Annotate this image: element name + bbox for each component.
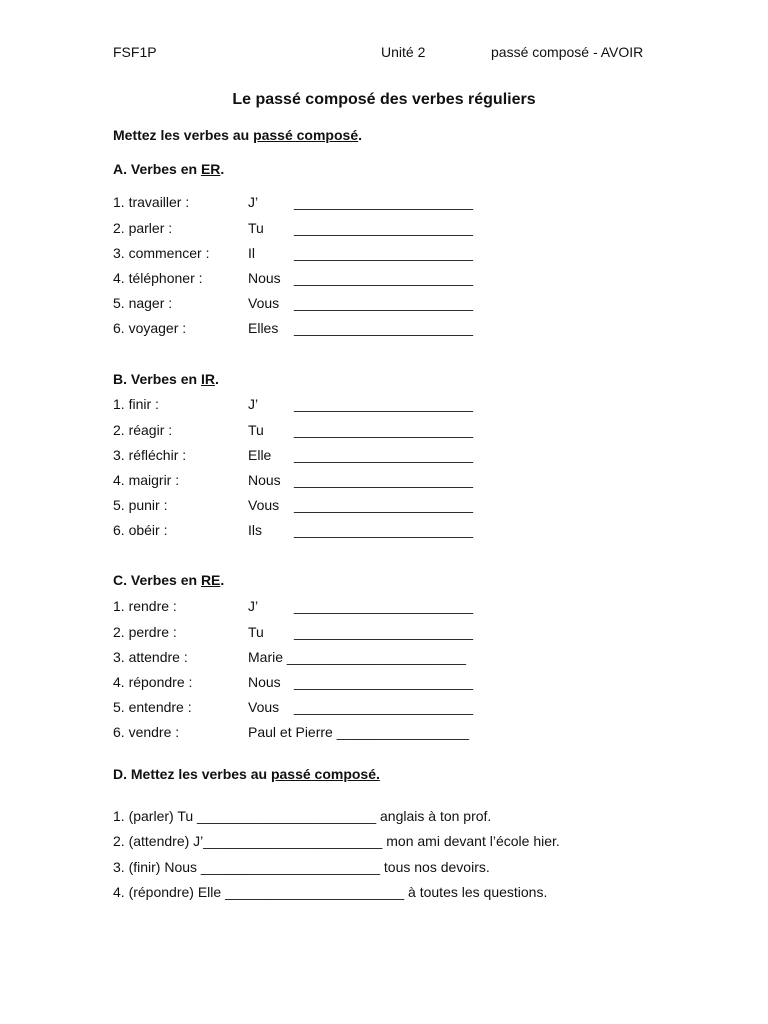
answer-blank[interactable]: _______________________ — [294, 270, 474, 286]
subject-pronoun: Ils — [248, 522, 262, 538]
subject-name — [248, 724, 469, 740]
subject-pronoun: J’ — [248, 396, 259, 412]
answer-blank[interactable]: _______________________ — [294, 320, 474, 336]
answer-blank[interactable]: _______________________ — [294, 624, 474, 640]
section-heading-prefix: D. Mettez les verbes au — [113, 766, 271, 782]
section-heading-prefix: B. Verbes en — [113, 371, 201, 387]
verb-label: 6. obéir : — [113, 522, 168, 538]
subject-pronoun: Nous — [248, 270, 281, 286]
verb-label: 3. commencer : — [113, 245, 210, 261]
subject-pronoun: Tu — [248, 220, 264, 236]
section-heading-suffix: . — [220, 572, 225, 588]
sentence-start: 1. (parler) Tu — [113, 808, 198, 824]
section-heading-suffix: . — [214, 371, 219, 387]
answer-blank[interactable]: _______________________ — [225, 884, 405, 900]
instruction-prefix: Mettez les verbes au — [113, 127, 254, 143]
subject-text: Marie — [248, 649, 284, 665]
topic-label: passé composé - AVOIR — [491, 44, 644, 60]
sentence-end: tous nos devoirs. — [380, 859, 490, 875]
exercise-row — [113, 270, 673, 290]
answer-blank[interactable]: _______________________ — [294, 194, 474, 210]
sentence-start: 2. (attendre) J’ — [113, 833, 204, 849]
answer-blank[interactable]: _______________________ — [294, 699, 474, 715]
page-title: Le passé composé des verbes réguliers — [232, 91, 536, 108]
verb-label: 2. réagir : — [113, 422, 173, 438]
section-heading-d — [113, 766, 380, 782]
verb-label: 5. nager : — [113, 295, 173, 311]
subject-pronoun: Elles — [248, 320, 279, 336]
exercise-row — [113, 598, 673, 618]
course-code: FSF1P — [113, 44, 157, 60]
section-heading-ending: RE — [200, 572, 221, 588]
sentence-end: à toutes les questions. — [404, 884, 548, 900]
exercise-row — [113, 447, 673, 467]
unit-label: Unité 2 — [381, 44, 426, 60]
subject-pronoun: Elle — [248, 447, 272, 463]
answer-blank[interactable]: _______________________ — [294, 497, 474, 513]
instruction-emphasis: passé composé — [253, 127, 359, 143]
subject-name — [248, 649, 466, 665]
sentence-start: 4. (répondre) Elle — [113, 884, 226, 900]
section-heading-re — [113, 572, 224, 588]
answer-blank[interactable]: _________________ — [336, 724, 470, 740]
instruction-suffix: . — [358, 127, 363, 143]
verb-label: 3. réfléchir : — [113, 447, 187, 463]
exercise-row — [113, 624, 673, 644]
exercise-row — [113, 699, 673, 719]
verb-label: 5. punir : — [113, 497, 168, 513]
section-heading-emphasis: passé composé. — [270, 766, 380, 782]
sentence-row — [113, 859, 490, 875]
verb-label: 1. rendre : — [113, 598, 177, 614]
subject-pronoun: J’ — [248, 194, 259, 210]
sentence-row — [113, 833, 560, 849]
section-heading-ending: ER — [200, 161, 221, 177]
answer-blank[interactable]: _______________________ — [200, 859, 381, 875]
verb-label: 4. téléphoner : — [113, 270, 203, 286]
answer-blank[interactable]: _______________________ — [294, 295, 474, 311]
subject-pronoun: Vous — [248, 295, 280, 311]
exercise-row — [113, 724, 673, 744]
verb-label: 5. entendre : — [113, 699, 192, 715]
section-heading-er — [113, 161, 224, 177]
answer-blank[interactable]: _______________________ — [294, 522, 474, 538]
verb-label: 2. perdre : — [113, 624, 177, 640]
verb-label: 2. parler : — [113, 220, 173, 236]
answer-blank[interactable]: _______________________ — [203, 833, 383, 849]
exercise-row — [113, 497, 673, 517]
answer-blank[interactable]: _______________________ — [294, 598, 474, 614]
answer-blank[interactable]: _______________________ — [294, 472, 474, 488]
exercise-row — [113, 522, 673, 542]
exercise-row — [113, 220, 673, 240]
exercise-row — [113, 194, 673, 214]
verb-label: 4. répondre : — [113, 674, 193, 690]
verb-label: 1. finir : — [113, 396, 159, 412]
subject-text: Paul et Pierre — [248, 724, 333, 740]
verb-label: 1. travailler : — [113, 194, 190, 210]
answer-blank[interactable]: _______________________ — [294, 422, 474, 438]
sentence-end: mon ami devant l’école hier. — [382, 833, 560, 849]
subject-pronoun: Vous — [248, 699, 280, 715]
exercise-row — [113, 422, 673, 442]
subject-pronoun: Vous — [248, 497, 280, 513]
verb-label: 3. attendre : — [113, 649, 188, 665]
exercise-row — [113, 472, 673, 492]
sentence-end: anglais à ton prof. — [376, 808, 492, 824]
section-heading-prefix: C. Verbes en — [113, 572, 201, 588]
answer-blank[interactable]: _______________________ — [294, 447, 474, 463]
exercise-row — [113, 396, 673, 416]
sentence-row — [113, 884, 547, 900]
answer-blank[interactable]: _______________________ — [294, 245, 474, 261]
exercise-row — [113, 295, 673, 315]
sentence-row — [113, 808, 491, 824]
instruction — [113, 127, 362, 143]
subject-pronoun: J’ — [248, 598, 259, 614]
answer-blank[interactable]: _______________________ — [294, 396, 474, 412]
exercise-row — [113, 245, 673, 265]
answer-blank[interactable]: _______________________ — [197, 808, 377, 824]
verb-label: 6. voyager : — [113, 320, 187, 336]
sentence-start: 3. (finir) Nous — [113, 859, 201, 875]
subject-pronoun: Il — [248, 245, 255, 261]
subject-pronoun: Nous — [248, 472, 281, 488]
exercise-row — [113, 674, 673, 694]
answer-blank[interactable]: _______________________ — [294, 220, 474, 236]
section-heading-ending: IR — [200, 371, 215, 387]
exercise-row — [113, 320, 673, 340]
section-heading-ir — [113, 371, 219, 387]
section-heading-suffix: . — [220, 161, 225, 177]
page-header — [0, 44, 768, 62]
verb-label: 4. maigrir : — [113, 472, 180, 488]
subject-pronoun: Tu — [248, 422, 264, 438]
exercise-row — [113, 649, 673, 669]
subject-pronoun: Nous — [248, 674, 281, 690]
subject-pronoun: Tu — [248, 624, 264, 640]
answer-blank[interactable]: _______________________ — [286, 649, 466, 665]
section-heading-prefix: A. Verbes en — [113, 161, 201, 177]
answer-blank[interactable]: _______________________ — [294, 674, 474, 690]
verb-label: 6. vendre : — [113, 724, 180, 740]
